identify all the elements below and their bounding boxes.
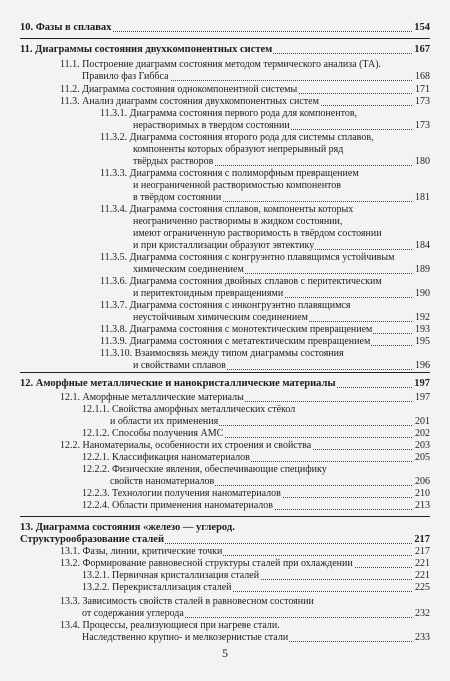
toc-entry-title-line: [133, 288, 430, 300]
toc-page-number: 193: [415, 324, 430, 335]
toc-entry-text: 11.1. Построение диаграмм состояния методом термического анализа (ТА).: [60, 59, 382, 70]
toc-page-number: 168: [415, 71, 430, 82]
toc-entry-text: 11.3.4. Диаграмма состояния сплавов, компоненты которых: [100, 204, 354, 215]
toc-page-number: 192: [415, 312, 430, 323]
toc-entry-text: твёрдых растворов: [133, 156, 214, 167]
toc-entry-title-line: [100, 348, 430, 360]
toc-entry-title-line: [82, 452, 430, 464]
toc-page-number: 232: [415, 608, 430, 619]
toc-entry-title-line: [82, 570, 430, 582]
toc-page-number: 173: [415, 96, 430, 107]
toc-page-number: 225: [415, 582, 430, 593]
toc-entry-title-line: [60, 546, 430, 558]
toc-page-number: 206: [415, 476, 430, 487]
toc-entry-title-line: [133, 264, 430, 276]
toc-entry-title-line: [100, 300, 430, 312]
toc-entry-text: 11. Диаграммы состояния двухкомпонентных систем: [20, 44, 273, 55]
toc-entry-text: Правило фаз Гиббса: [82, 71, 169, 82]
toc-entry-text: 13.4. Процессы, реализующиеся при нагреве стали.: [60, 620, 280, 631]
toc-page-number: 221: [415, 570, 430, 581]
toc-entry-title-line: [133, 312, 430, 324]
toc-entry-text: 10. Фазы в сплавах: [20, 22, 112, 33]
toc-entry-text: 11.3.8. Диаграмма состояния с монотектическим превращением: [100, 324, 373, 335]
toc-entry-title-line: [110, 416, 430, 428]
toc-entry-text: 13.2.1. Первичная кристаллизация сталей: [82, 570, 260, 581]
toc-entry-title-line: [100, 276, 430, 288]
toc-entry-title-line: [133, 180, 430, 192]
toc-entry-title-line: [133, 120, 430, 132]
toc-entry-title-line: [100, 204, 430, 216]
toc-entry-text: неустойчивым химическим соединением: [133, 312, 309, 323]
toc-entry-title-line: [82, 608, 430, 620]
toc-entry-title-line: [82, 582, 430, 594]
toc-entry-title-line: [133, 144, 430, 156]
toc-entry-title-line: [100, 336, 430, 348]
toc-entry-text: Наследственно крупно- и мелкозернистые стали: [82, 632, 289, 643]
toc-entry-text: и перитектоидным превращениями: [133, 288, 284, 299]
toc-page-number: 167: [414, 44, 430, 55]
toc-entry-title-line: [133, 240, 430, 252]
toc-page-number: 203: [415, 440, 430, 451]
toc-page-number: 197: [414, 378, 430, 389]
toc-entry-text: и при кристаллизации образуют эвтектику: [133, 240, 315, 251]
toc-entry-title-line: [20, 378, 430, 390]
toc-entry-text: 12. Аморфные металлические и нанокристаллические материалы: [20, 378, 336, 389]
toc-entry-text: 11.3.5. Диаграмма состояния с конгруэнтно плавящимся устойчивым: [100, 252, 395, 263]
toc-entry-text: 12.2.4. Области применения наноматериалов: [82, 500, 274, 511]
toc-page-number: 201: [415, 416, 430, 427]
toc-page-number: 171: [415, 84, 430, 95]
toc-page-number: 195: [415, 336, 430, 347]
toc-entry-text: 12.1.2. Способы получения АМС: [82, 428, 224, 439]
toc-entry-title-line: [20, 534, 430, 546]
toc-entry-text: 11.3.1. Диаграмма состояния первого рода для компонентов,: [100, 108, 358, 119]
toc-entry-title-line: [110, 476, 430, 488]
toc-entry-text: в твёрдом состоянии: [133, 192, 222, 203]
toc-page-number: 180: [415, 156, 430, 167]
toc-entry-text: неограниченно растворимы в жидком состоянии,: [133, 216, 343, 227]
toc-page-number: 189: [415, 264, 430, 275]
toc-entry-text: компоненты которых образуют непрерывный ряд: [133, 144, 344, 155]
toc-entry-title-line: [20, 44, 430, 56]
toc-entry-title-line: [82, 632, 430, 644]
toc-entry-text: 12.2.1. Классификация наноматериалов: [82, 452, 250, 463]
toc-page-number: 221: [415, 558, 430, 569]
toc-entry-title-line: [60, 392, 430, 404]
toc-entry-text: 13.3. Зависимость свойств сталей в равновесном состоянии: [60, 596, 314, 607]
toc-page-number: 196: [415, 360, 430, 371]
section-divider: [20, 516, 430, 517]
page-number: 5: [222, 646, 228, 660]
toc-entry-title-line: [133, 156, 430, 168]
toc-page-number: 184: [415, 240, 430, 251]
toc-entry-text: 12.2.2. Физические явления, обеспечивающие специфику: [82, 464, 327, 475]
toc-entry-title-line: [82, 464, 430, 476]
toc-page-number: 233: [415, 632, 430, 643]
toc-entry-title-line: [133, 216, 430, 228]
toc-entry-text: от содержания углерода: [82, 608, 184, 619]
toc-entry-title-line: [82, 500, 430, 512]
toc-entry-text: имеют ограниченную растворимость в твёрдом состоянии: [133, 228, 382, 239]
toc-entry-title-line: [60, 96, 430, 108]
toc-page-number: 173: [415, 120, 430, 131]
toc-entry-text: и области их применения: [110, 416, 219, 427]
toc-entry-title-line: [82, 404, 430, 416]
toc-page-number: 217: [414, 534, 430, 545]
toc-entry-title-line: [133, 360, 430, 372]
toc-entry-title-line: [82, 428, 430, 440]
toc-entry-text: 11.3.2. Диаграмма состояния второго рода для системы сплавов,: [100, 132, 374, 143]
toc-entry-text: нерастворимых в твердом состоянии: [133, 120, 290, 131]
toc-entry-text: 13.1. Фазы, линии, критические точки: [60, 546, 223, 557]
toc-entry-text: Структурообразование сталей: [20, 534, 165, 545]
section-divider: [20, 372, 430, 373]
toc-page-number: 205: [415, 452, 430, 463]
toc-entry-text: и свойствами сплавов: [133, 360, 226, 371]
toc-entry-title-line: [100, 168, 430, 180]
toc-entry-title-line: [100, 132, 430, 144]
toc-page-number: 154: [414, 22, 430, 33]
toc-entry-text: 13.2.2. Перекристаллизация сталей: [82, 582, 232, 593]
toc-entry-title-line: [133, 228, 430, 240]
toc-entry-text: 11.3.10. Взаимосвязь между типом диаграммы состояния: [100, 348, 344, 359]
toc-page-number: 202: [415, 428, 430, 439]
toc-entry-title-line: [60, 620, 430, 632]
toc-entry-text: и неограниченной растворимостью компонентов: [133, 180, 342, 191]
toc-entry-title-line: [20, 22, 430, 34]
toc-page-number: 217: [415, 546, 430, 557]
toc-page-number: 210: [415, 488, 430, 499]
toc-entry-text: 11.3.9. Диаграмма состояния с метатектическим превращением: [100, 336, 371, 347]
toc-entry-title-line: [100, 252, 430, 264]
toc-entry-title-line: [60, 440, 430, 452]
toc-entry-title-line: [133, 192, 430, 204]
toc-entry-title-line: [60, 84, 430, 96]
toc-entry-title-line: [60, 59, 430, 71]
toc-entry-text: 12.1. Аморфные металлические материалы: [60, 392, 244, 403]
toc-entry-text: 12.2. Наноматериалы, особенности их строения и свойства: [60, 440, 312, 451]
toc-entry-text: 12.2.3. Технологии получения наноматериалов: [82, 488, 281, 499]
toc-entry-title-line: [60, 558, 430, 570]
toc-entry-text: 11.3.3. Диаграмма состояния с полиморфным превращением: [100, 168, 359, 179]
toc-entry-text: 11.2. Диаграмма состояния однокомпонентной системы: [60, 84, 298, 95]
toc-page-number: 213: [415, 500, 430, 511]
toc-entry-text: 11.3.7. Диаграмма состояния с инконгруэнтно плавящимся: [100, 300, 351, 311]
toc-entry-text: химическим соединением: [133, 264, 244, 275]
toc-page-number: 181: [415, 192, 430, 203]
toc-entry-text: 12.1.1. Свойства аморфных металлических стёкол: [82, 404, 296, 415]
toc-entry-title-line: [82, 488, 430, 500]
toc-entry-text: 11.3.6. Диаграмма состояния двойных сплавов с перитектическим: [100, 276, 382, 287]
toc-entry-text: 13. Диаграмма состояния «железо — углерод.: [20, 522, 235, 533]
toc-entry-title-line: [20, 522, 430, 534]
toc-entry-text: свойств наноматериалов: [110, 476, 215, 487]
toc-entry-title-line: [100, 324, 430, 336]
toc-entry-title-line: [60, 596, 430, 608]
toc-entry-title-line: [100, 108, 430, 120]
toc-page-number: 197: [415, 392, 430, 403]
section-divider: [20, 38, 430, 39]
toc-entry-title-line: [82, 71, 430, 83]
toc-entry-text: 13.2. Формирование равновесной структуры сталей при охлаждении: [60, 558, 353, 569]
toc-page-number: 190: [415, 288, 430, 299]
toc-entry-text: 11.3. Анализ диаграмм состояния двухкомпонентных систем: [60, 96, 319, 107]
